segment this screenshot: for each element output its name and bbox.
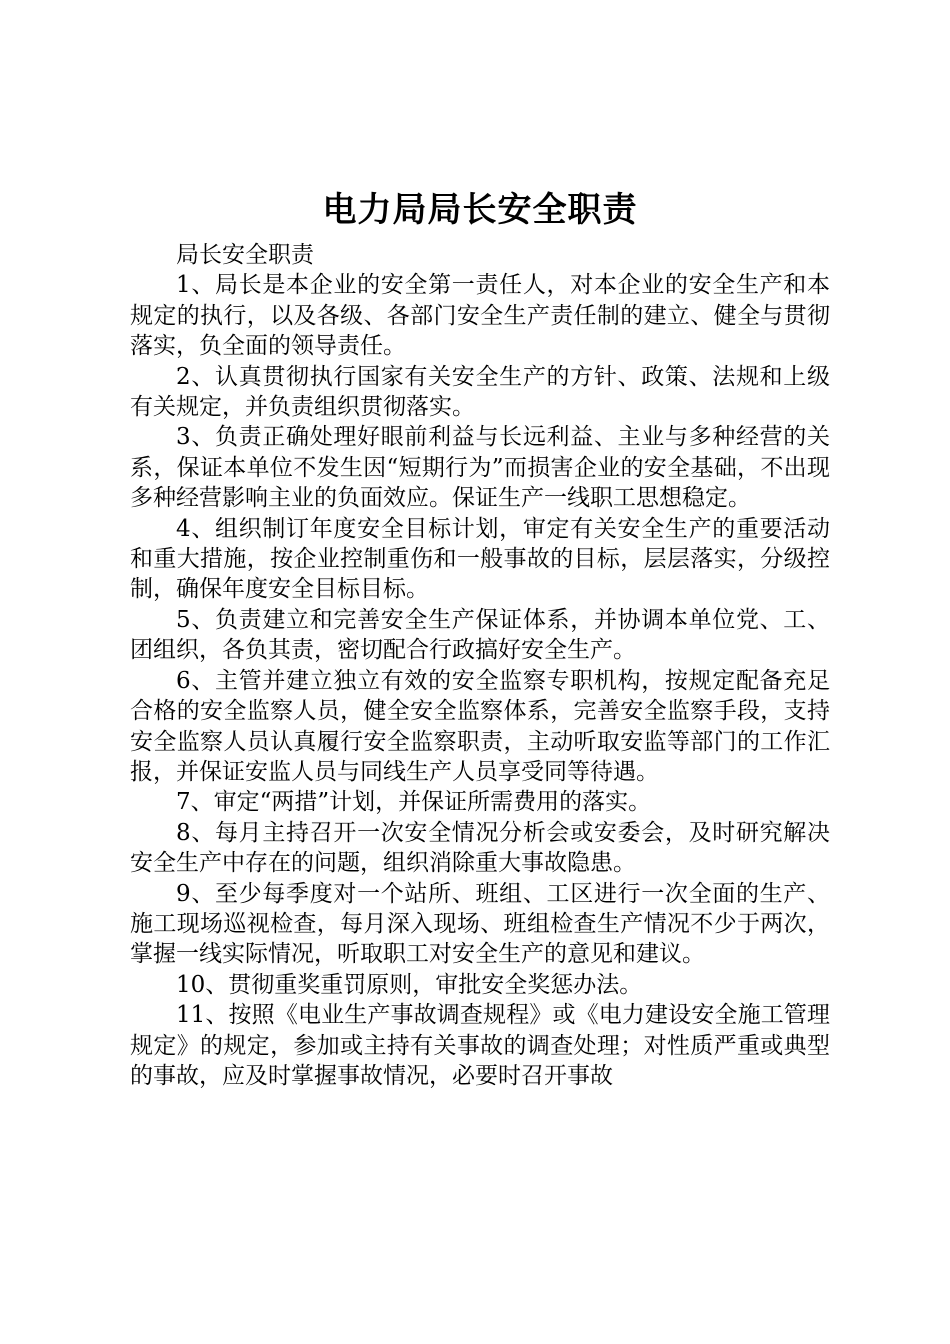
paragraph-1: 1、局长是本企业的安全第一责任人，对本企业的安全生产和本规定的执行，以及各级、各部门安全生产责任制的建立、健全与贯彻落实，负全面的领导责任。: [130, 272, 830, 360]
paragraph-2: 2、认真贯彻执行国家有关安全生产的方针、政策、法规和上级有关规定，并负责组织贯彻落实。: [130, 363, 830, 421]
paragraph-11: 11、按照《电业生产事故调查规程》或《电力建设安全施工管理规定》的规定，参加或主持有关事故的调查处理；对性质严重或典型的事故，应及时掌握事故情况，必要时召开事故: [130, 1002, 830, 1089]
paragraph-8: 8、每月主持召开一次安全情况分析会或安委会，及时研究解决安全生产中存在的问题，组织消除重大事故隐患。: [130, 819, 830, 877]
paragraph-9: 9、至少每季度对一个站所、班组、工区进行一次全面的生产、施工现场巡视检查，每月深入现场、班组检查生产情况不少于两次，掌握一线实际情况，听取职工对安全生产的意见和建议。: [130, 880, 830, 968]
section-subtitle: 局长安全职责: [176, 242, 314, 268]
paragraph-6: 6、主管并建立独立有效的安全监察专职机构，按规定配备充足合格的安全监察人员，健全安全监察体系，完善安全监察手段，支持安全监察人员认真履行安全监察职责，主动听取安监等部门的工作汇报，并保证安监人员与同线生产人员享受同等待遇。: [130, 667, 830, 785]
paragraph-3: 3、负责正确处理好眼前利益与长远利益、主业与多种经营的关系，保证本单位不发生因“短期行为”而损害企业的安全基础，不出现多种经营影响主业的负面效应。保证生产一线职工思想稳定。: [130, 424, 830, 512]
paragraph-5: 5、负责建立和完善安全生产保证体系，并协调本单位党、工、团组织，各负其责，密切配合行政搞好安全生产。: [130, 606, 830, 664]
paragraph-10: 10、贯彻重奖重罚原则，审批安全奖惩办法。: [176, 971, 643, 998]
document-page: [130, 186, 830, 1091]
paragraph-7: 7、审定“两措”计划，并保证所需费用的落实。: [176, 789, 652, 816]
paragraph-4: 4、组织制订年度安全目标计划，审定有关安全生产的重要活动和重大措施，按企业控制重伤和一般事故的目标，层层落实，分级控制，确保年度安全目标目标。: [130, 515, 830, 603]
document-title: 电力局局长安全职责: [322, 190, 638, 230]
